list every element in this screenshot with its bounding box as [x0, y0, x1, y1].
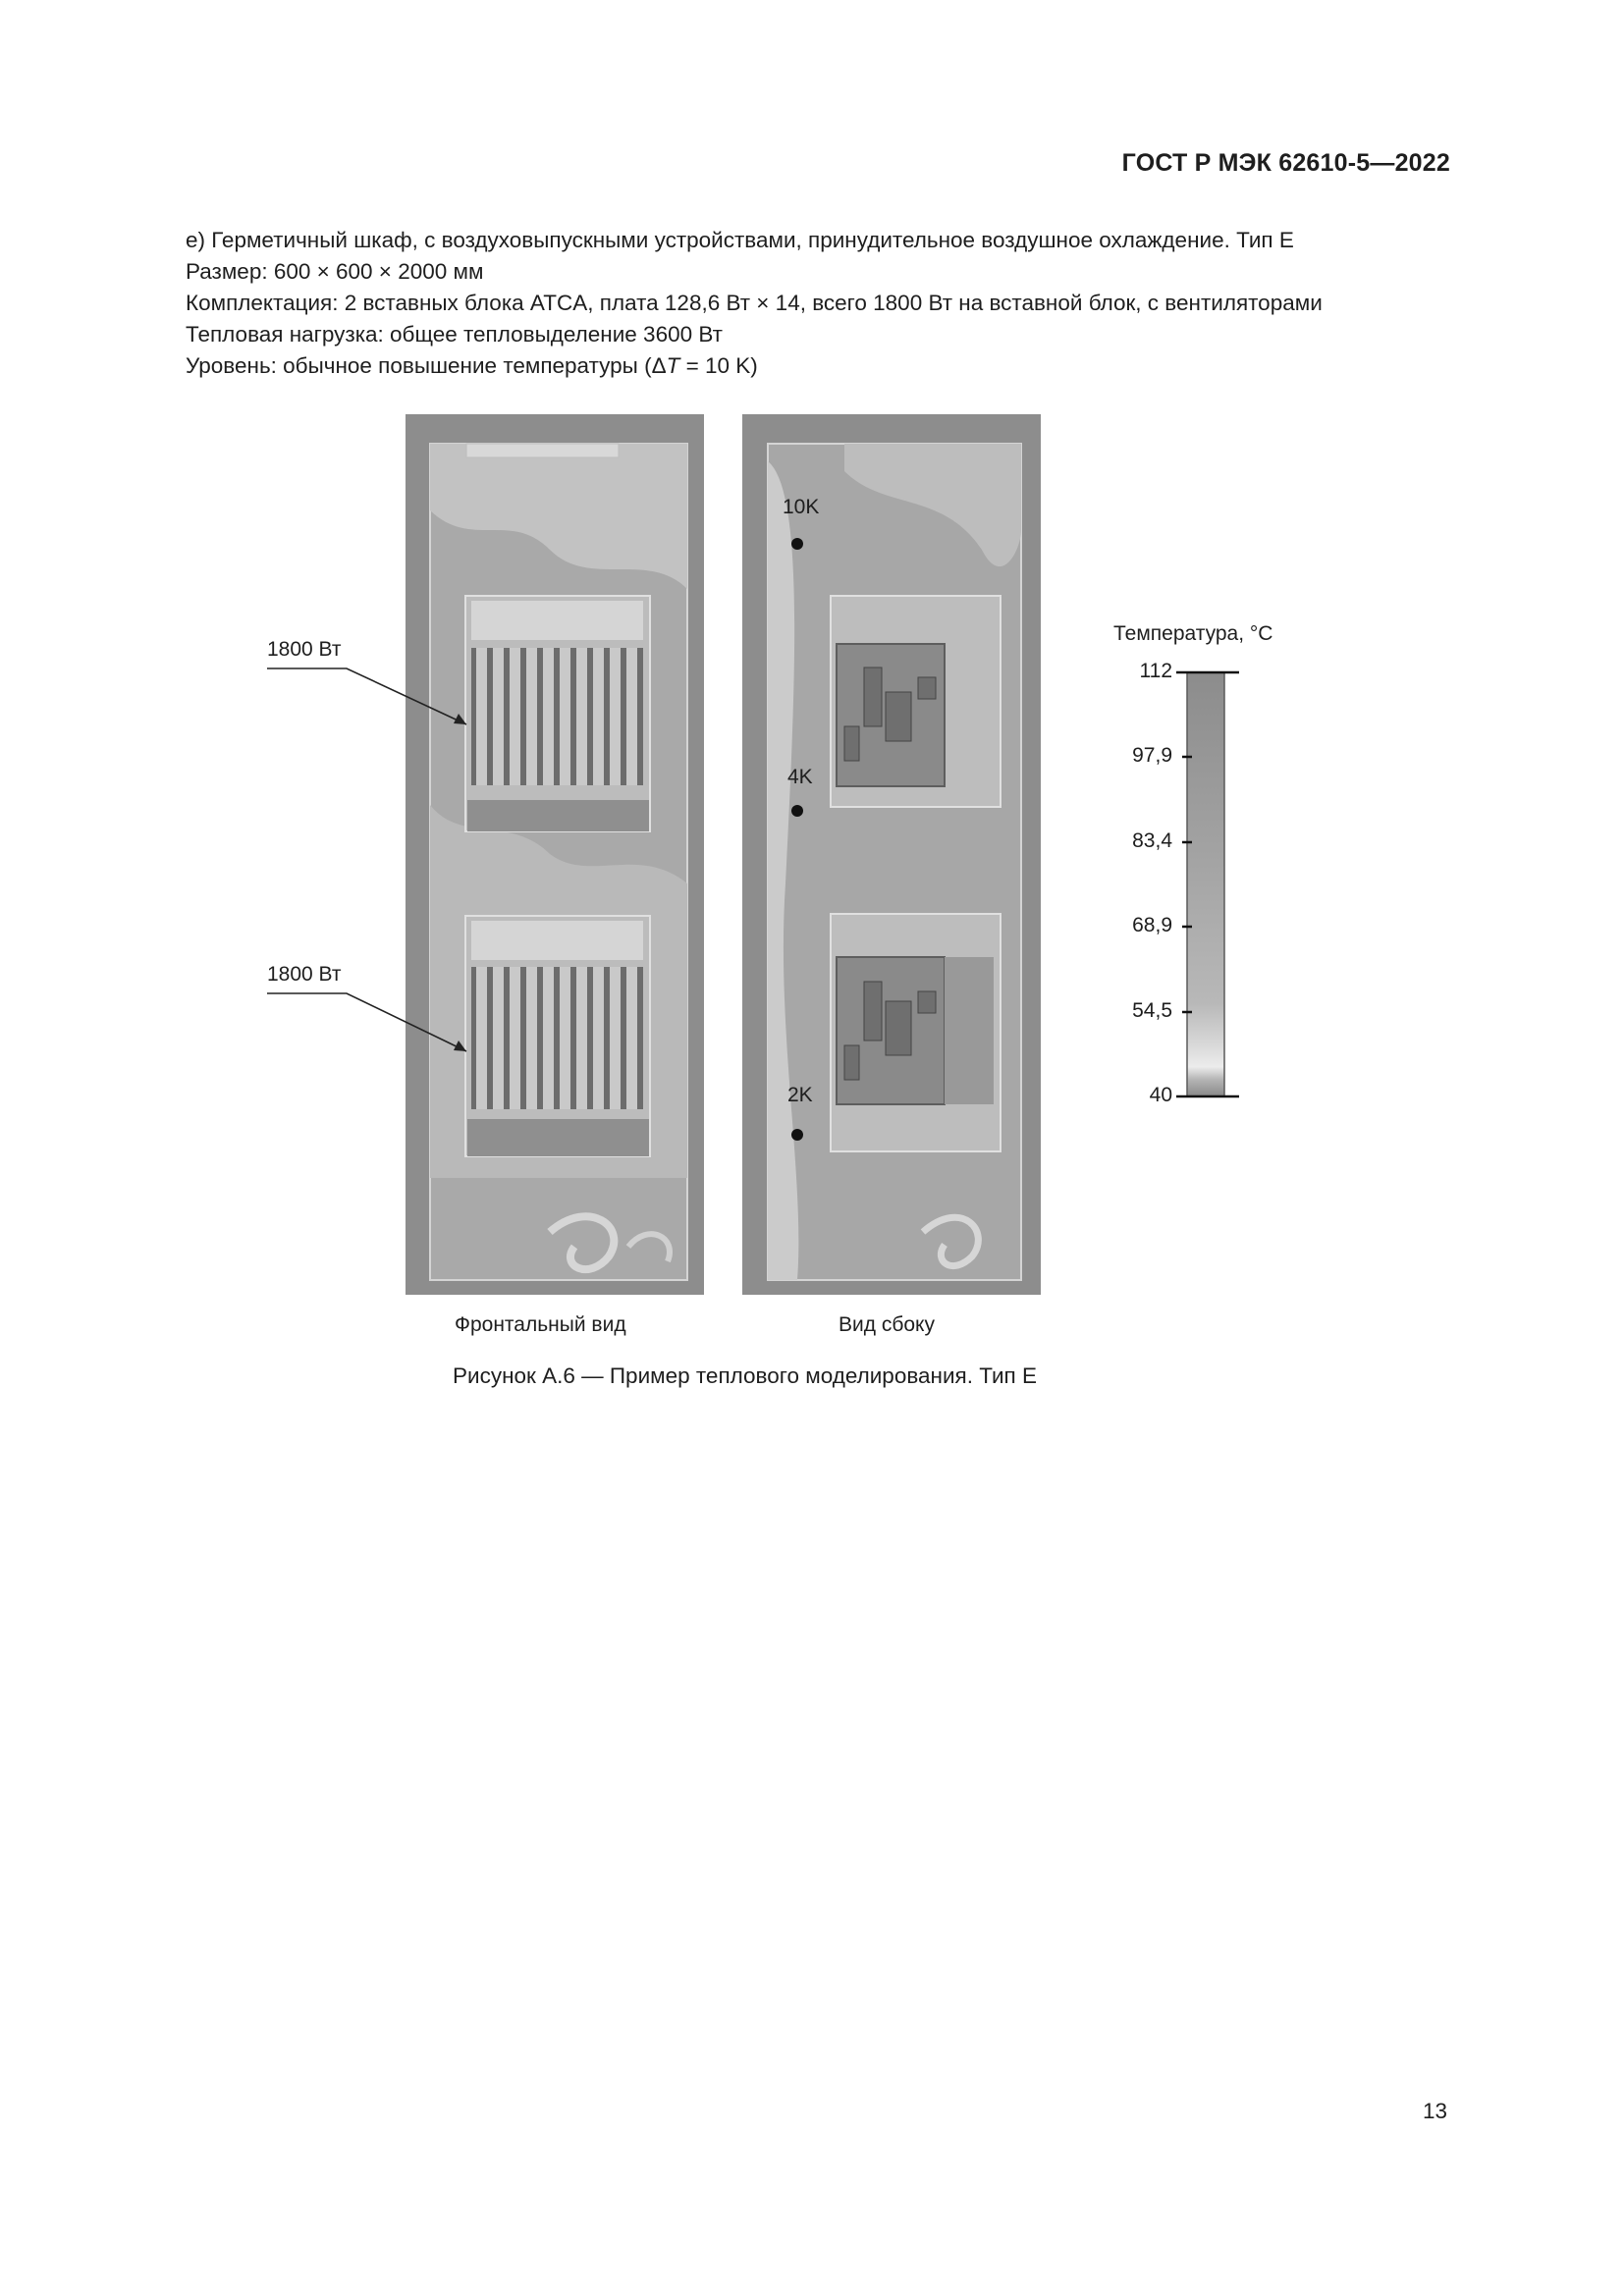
scale-tick-label: 40 [1149, 1084, 1172, 1106]
front-view-label: Фронтальный вид [455, 1313, 626, 1336]
side-view-point-label-4k: 4K [787, 766, 813, 788]
side-view-point-label-10k: 10K [783, 496, 820, 518]
front-view-callout-upper: 1800 Вт [267, 638, 342, 661]
side-view-point-label-2k: 2K [787, 1084, 813, 1106]
scale-title: Температура, °C [1113, 622, 1273, 645]
figure-caption: Рисунок А.6 — Пример теплового моделирования. Тип E [453, 1363, 1037, 1388]
side-view-image [742, 414, 1041, 1295]
intro-line-equipment: Комплектация: 2 вставных блока ATCA, плата 128,6 Вт × 14, всего 1800 Вт на вставной блок, с вентиляторами [186, 291, 1323, 315]
measurement-point-4k [791, 805, 803, 817]
temperature-scale-bar [1176, 672, 1239, 1096]
side-view-label: Вид сбоку [839, 1313, 935, 1336]
measurement-point-10k [791, 538, 803, 550]
scale-tick-label: 97,9 [1132, 744, 1172, 767]
page-number: 13 [1422, 2099, 1447, 2123]
document-header: ГОСТ Р МЭК 62610-5—2022 [1121, 149, 1450, 177]
intro-line-level: Уровень: обычное повышение температуры (ΔT = 10 K) [186, 353, 758, 378]
scale-tick-label: 83,4 [1132, 829, 1172, 852]
front-view-callout-lower: 1800 Вт [267, 963, 342, 986]
scale-tick-label: 112 [1139, 660, 1172, 682]
measurement-point-2k [791, 1129, 803, 1141]
intro-line-type: e) Герметичный шкаф, с воздуховыпускными устройствами, принудительное воздушное охлаждение. Тип E [186, 228, 1294, 252]
front-view-image [406, 414, 704, 1295]
intro-line-size: Размер: 600 × 600 × 2000 мм [186, 259, 484, 284]
intro-line-heat-load: Тепловая нагрузка: общее тепловыделение 3600 Вт [186, 322, 723, 347]
scale-tick-label: 68,9 [1132, 914, 1172, 936]
scale-tick-label: 54,5 [1132, 999, 1172, 1022]
